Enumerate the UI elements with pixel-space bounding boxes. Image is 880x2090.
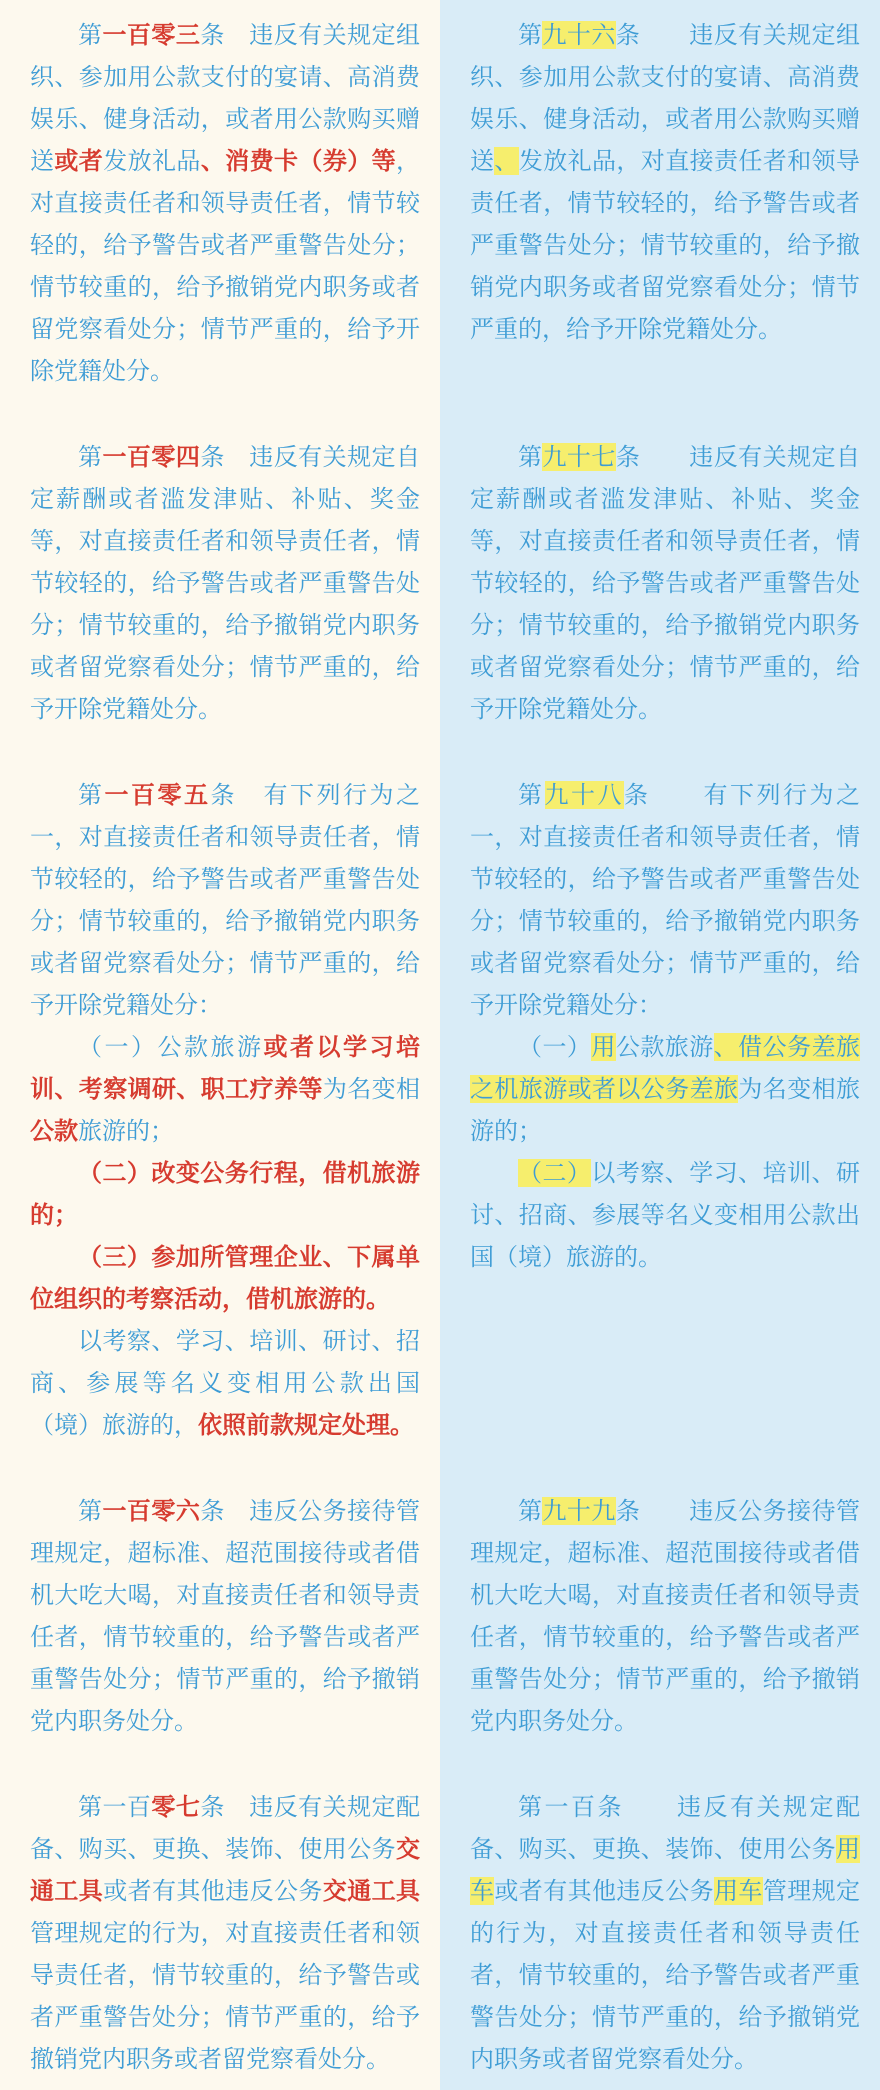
highlighted-text: （二） (518, 1159, 592, 1187)
article-98-paragraph-2 (470, 1026, 860, 1152)
body-text: 或者有其他违反公务 (103, 1877, 323, 1905)
article-99-new-version (440, 1490, 880, 1786)
body-text: 条 违反有关规定组织、参加用公款支付的宴请、高消费娱乐、健身活动，或者用公款购买赠送 (470, 21, 861, 175)
body-text: （一） (518, 1033, 592, 1061)
body-text: 条 违反公务接待管理规定，超标准、超范围接待或者借机大吃大喝，对直接责任者和领导责任者，情节较重的，给予警告或者严重警告处分；情节严重的，给予撤销党内职务处分。 (470, 1497, 861, 1735)
body-text: 公款旅游 (615, 1033, 714, 1061)
article-104-old-version (0, 436, 440, 774)
added-text: 交通工具 (322, 1877, 421, 1905)
body-text: 管理规定的行为，对直接责任者和领导责任者，情节较重的，给予警告或者严重警告处分；情节严重的，给予撤销党内职务或者留党察看处分。 (470, 1877, 861, 2073)
body-text: 第 (78, 21, 103, 49)
body-text: 发放礼品，对直接责任者和领导责任者，情节较轻的，给予警告或者严重警告处分；情节较重的，给予撤销党内职务或者留党察看处分；情节严重的，给予开除党籍处分。 (470, 147, 861, 343)
body-text: 第 (518, 1497, 543, 1525)
body-text: （一）公款旅游 (78, 1033, 264, 1061)
body-text: 管理规定的行为，对直接责任者和领导责任者，情节较重的，给予警告或者严重警告处分；情节严重的，给予撤销党内职务或者留党察看处分。 (30, 1919, 420, 2073)
added-text: 零七 (151, 1793, 201, 1821)
article-96-new-version (440, 0, 880, 436)
body-text: 或者有其他违反公务 (494, 1877, 715, 1905)
highlighted-text: 九十九 (542, 1497, 616, 1525)
article-107-paragraph-1 (30, 1786, 420, 2080)
article-106-paragraph-1 (30, 1490, 420, 1742)
body-text: ，对直接责任者和领导责任者，情节较轻的，给予警告或者严重警告处分；情节较重的，给予撤销党内职务或者留党察看处分；情节严重的，给予开除党籍处分。 (30, 147, 421, 385)
added-text: 公款 (30, 1117, 78, 1145)
article-105-old-version (0, 774, 440, 1490)
highlighted-text: 九十八 (544, 781, 624, 809)
article-100-paragraph-1 (470, 1786, 860, 2080)
body-text: 第一百 (78, 1793, 152, 1821)
article-100-new-version (440, 1786, 880, 2090)
highlighted-text: 用车 (714, 1877, 763, 1905)
body-text: 以考察、学习、培训、研讨、招商、参展等名义变相用公款出国（境）旅游的。 (470, 1159, 861, 1271)
body-text: 条 违反有关规定自定薪酬或者滥发津贴、补贴、奖金等，对直接责任者和领导责任者，情节较轻的，给予警告或者严重警告处分；情节较重的，给予撤销党内职务或者留党察看处分；情节严重的，给予开除党籍处分。 (30, 443, 421, 723)
added-text: 依照前款规定处理。 (198, 1411, 414, 1439)
article-98-paragraph-3 (470, 1152, 860, 1278)
body-text: 为名变相 (322, 1075, 421, 1103)
article-105-paragraph-1 (30, 774, 420, 1026)
article-105-paragraph-2 (30, 1026, 420, 1152)
highlighted-text: 九十七 (542, 443, 616, 471)
added-text: 一百零四 (102, 443, 201, 471)
added-text: （三）参加所管理企业、下属单位组织的考察活动，借机旅游的。 (30, 1243, 420, 1313)
body-text: 第一百条 违反有关规定配备、购买、更换、装饰、使用公务 (470, 1793, 860, 1863)
article-97-new-version (440, 436, 880, 774)
body-text: 条 违反有关规定配备、购买、更换、装饰、使用公务 (30, 1793, 421, 1863)
article-104-paragraph-1 (30, 436, 420, 730)
article-105-paragraph-5 (30, 1320, 420, 1446)
article-103-paragraph-1 (30, 14, 420, 392)
article-98-new-version (440, 774, 880, 1490)
body-text: 条 有下列行为之一，对直接责任者和领导责任者，情节较轻的，给予警告或者严重警告处分；情节较重的，给予撤销党内职务或者留党察看处分；情节严重的，给予开除党籍处分： (470, 781, 860, 1019)
added-text: 一百零五 (104, 781, 211, 809)
body-text: 条 有下列行为之一，对直接责任者和领导责任者，情节较轻的，给予警告或者严重警告处分；情节较重的，给予撤销党内职务或者留党察看处分；情节严重的，给予开除党籍处分： (30, 781, 420, 1019)
body-text: 第 (518, 443, 543, 471)
body-text: 条 违反有关规定组织、参加用公款支付的宴请、高消费娱乐、健身活动，或者用公款购买赠送 (30, 21, 421, 175)
highlighted-text: 、 (494, 147, 519, 175)
body-text: 条 违反公务接待管理规定，超标准、超范围接待或者借机大吃大喝，对直接责任者和领导责任者，情节较重的，给予警告或者严重警告处分；情节严重的，给予撤销党内职务处分。 (30, 1497, 421, 1735)
body-text: 第 (78, 443, 103, 471)
added-text: 一百零六 (102, 1497, 201, 1525)
article-103-old-version (0, 0, 440, 436)
body-text: 第 (78, 1497, 103, 1525)
article-96-paragraph-1 (470, 14, 860, 350)
highlighted-text: 用 (591, 1033, 616, 1061)
article-105-paragraph-3 (30, 1152, 420, 1236)
highlighted-text: 九十六 (542, 21, 616, 49)
added-text: （二）改变公务行程，借机旅游的； (30, 1159, 420, 1229)
added-text: 或者以学习培训、考察调研、职工疗养等 (30, 1033, 420, 1103)
body-text: 第 (78, 781, 105, 809)
body-text: 以考察、学习、培训、研讨、招商、参展等名义变相用公款出国（境）旅游的， (30, 1327, 420, 1439)
added-text: 、消费卡（券）等 (200, 147, 397, 175)
added-text: 一百零三 (102, 21, 201, 49)
body-text: 发放礼品 (103, 147, 201, 175)
article-107-old-version (0, 1786, 440, 2090)
article-97-paragraph-1 (470, 436, 860, 730)
article-98-paragraph-1 (470, 774, 860, 1026)
added-text: 交通工具 (30, 1835, 420, 1905)
body-text: 条 违反有关规定自定薪酬或者滥发津贴、补贴、奖金等，对直接责任者和领导责任者，情节较轻的，给予警告或者严重警告处分；情节较重的，给予撤销党内职务或者留党察看处分；情节严重的，给予开除党籍处分。 (470, 443, 861, 723)
body-text: 第 (518, 21, 543, 49)
body-text: 第 (518, 781, 545, 809)
body-text: 旅游的； (78, 1117, 174, 1145)
highlighted-text: 用车 (470, 1835, 860, 1905)
article-105-paragraph-4 (30, 1236, 420, 1320)
added-text: 或者 (54, 147, 104, 175)
article-99-paragraph-1 (470, 1490, 860, 1742)
highlighted-text: 、借公务差旅之机旅游或者以公务差旅 (470, 1033, 861, 1103)
article-106-old-version (0, 1490, 440, 1786)
body-text: 为名变相旅游的； (470, 1075, 861, 1145)
